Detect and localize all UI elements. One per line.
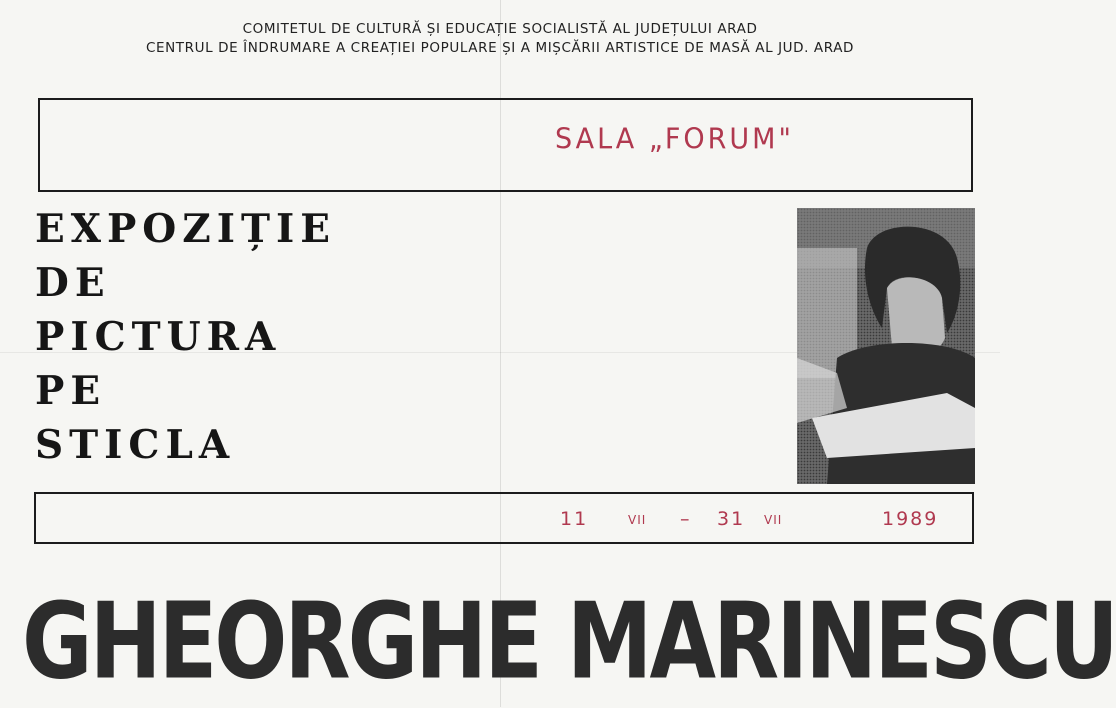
organizer-line-2: CENTRUL DE ÎNDRUMARE A CREAȚIEI POPULARE ȘI A MIȘCĂRII ARTISTICE DE MASĂ AL JUD. ARAD bbox=[145, 40, 855, 56]
exhibition-title bbox=[35, 202, 336, 472]
title-line-3: PICTURA bbox=[35, 314, 282, 360]
date-separator: – bbox=[680, 508, 692, 530]
organizer-line-1: COMITETUL DE CULTURĂ ȘI EDUCAȚIE SOCIALISTĂ AL JUDEȚULUI ARAD bbox=[242, 21, 758, 37]
date-box bbox=[34, 492, 974, 544]
date-end-day: 31 bbox=[717, 508, 746, 530]
title-line-1: EXPOZIȚIE bbox=[35, 206, 336, 252]
date-year: 1989 bbox=[882, 508, 939, 530]
date-start-day: 11 bbox=[560, 508, 589, 530]
artist-photo bbox=[797, 208, 975, 484]
title-line-4: PE bbox=[35, 368, 107, 414]
title-line-5: STICLA bbox=[35, 422, 236, 468]
organizer-header bbox=[0, 20, 1000, 58]
venue-box bbox=[38, 98, 973, 192]
title-line-2: DE bbox=[35, 260, 111, 306]
date-end-month: VII bbox=[764, 513, 783, 527]
artist-name: GHEORGHE MARINESCU bbox=[22, 580, 1116, 703]
venue-handwritten: SALA „FORUM" bbox=[555, 123, 794, 156]
date-start-month: VII bbox=[628, 513, 647, 527]
